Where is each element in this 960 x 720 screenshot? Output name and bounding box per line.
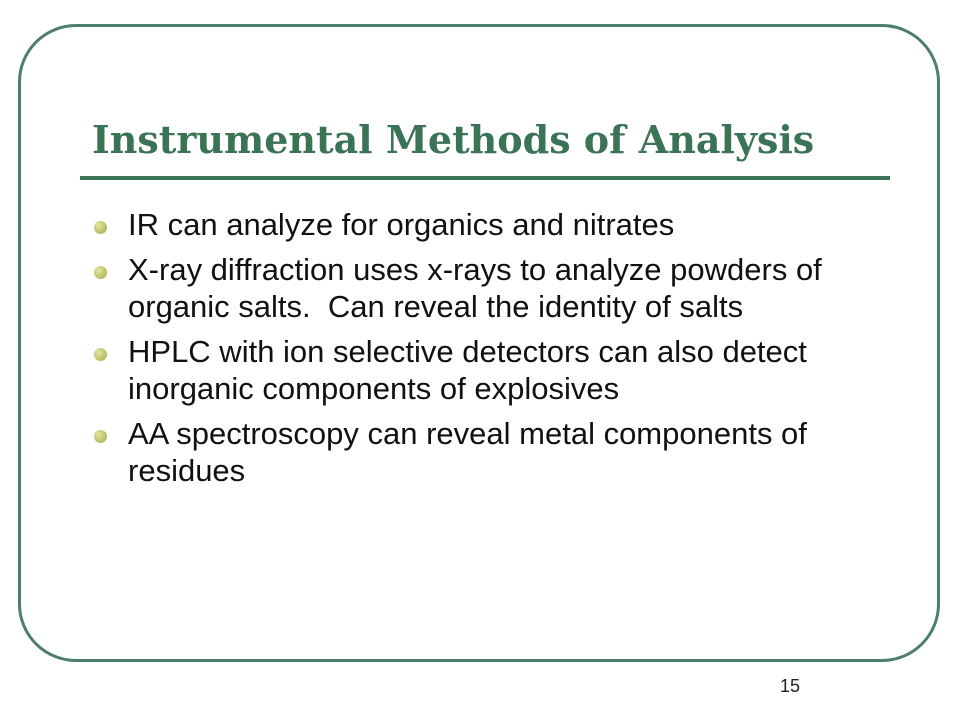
bullet-list [90, 206, 880, 497]
round-bullet-icon [94, 221, 107, 234]
bullet-text: HPLC with ion selective detectors can also detect inorganic components of explosives [128, 334, 807, 406]
bullet-item [90, 333, 880, 407]
slide-title: Instrumental Methods of Analysis [92, 117, 815, 162]
round-bullet-icon [94, 430, 107, 443]
title-underline [80, 176, 890, 180]
bullet-item [90, 415, 880, 489]
bullet-text: IR can analyze for organics and nitrates [128, 207, 675, 242]
round-bullet-icon [94, 266, 107, 279]
bullet-text: X-ray diffraction uses x-rays to analyze powders of organic salts. Can reveal the identity of salts [128, 252, 831, 324]
round-bullet-icon [94, 348, 107, 361]
bullet-text: AA spectroscopy can reveal metal components of residues [128, 416, 807, 488]
slide-number: 15 [780, 676, 801, 696]
bullet-item [90, 206, 880, 243]
bullet-item [90, 251, 880, 325]
